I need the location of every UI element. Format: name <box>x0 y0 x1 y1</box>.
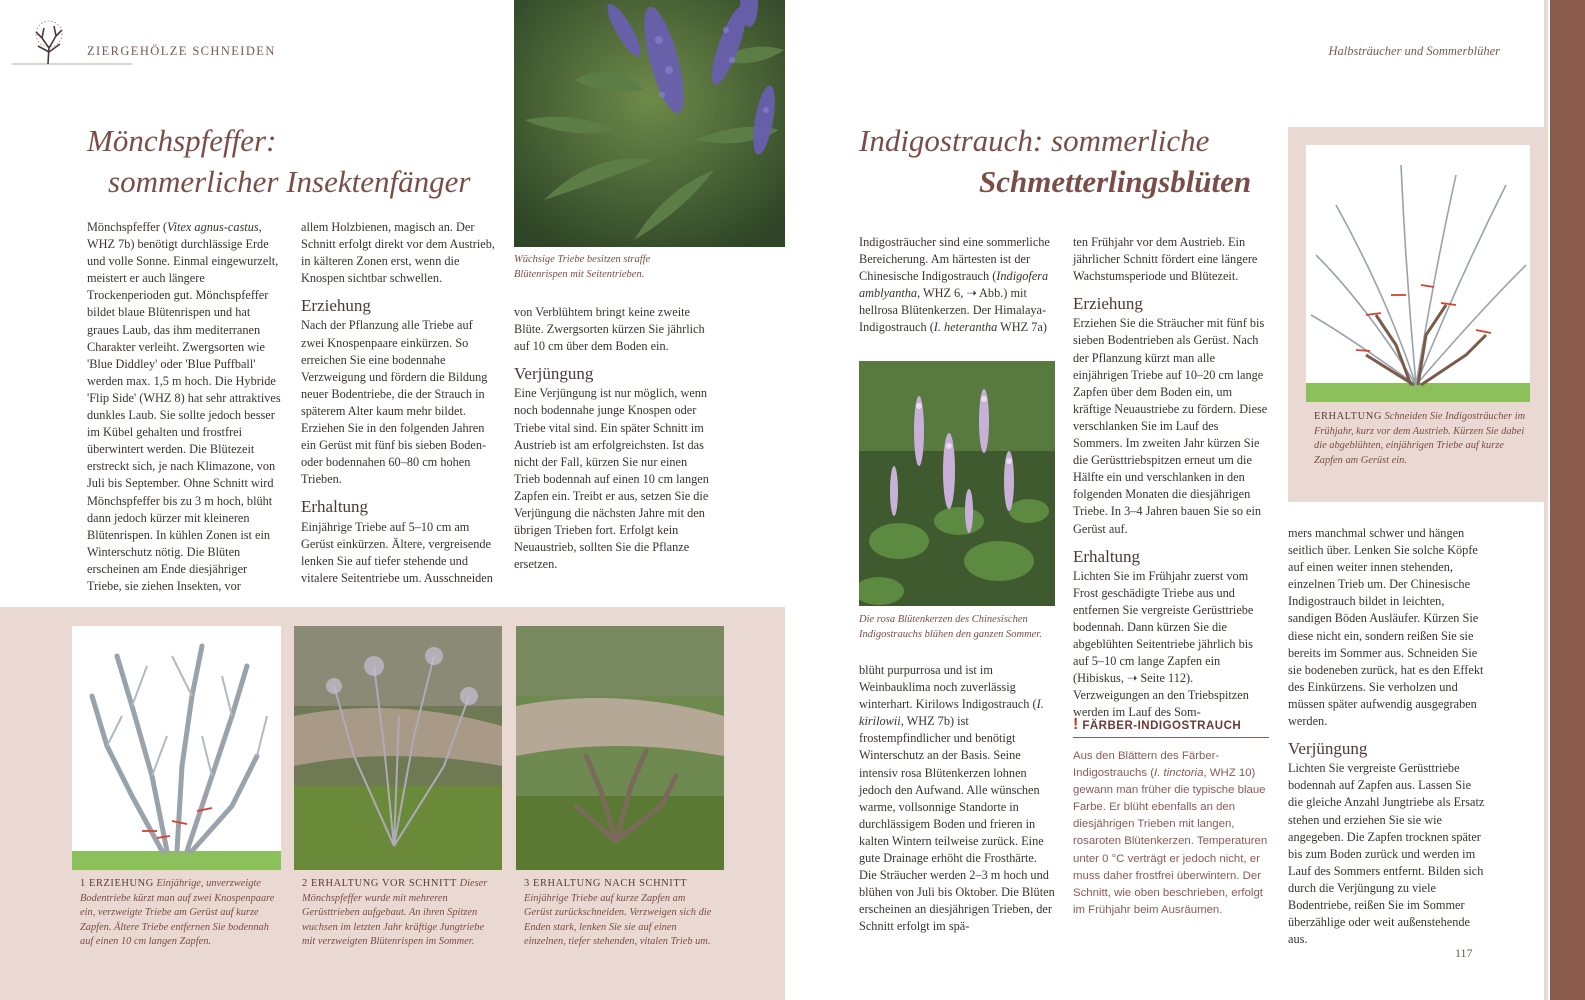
indigo-illustration <box>1306 145 1530 402</box>
left-erziehung-text: Nach der Pflanzung alle Triebe auf zwei Knospenpaare einkürzen. So erreichen Sie eine bodennahe Verzweigung und fördern die Bildung neuer Bodentriebe, die der Strauch in späterem Alter kaum mehr bildet. Erziehen Sie in den folgenden Jahren ein Gerüst mit fünf bis sieben Boden- oder bodennahen 60–80 cm hohen Trieben. <box>301 318 488 487</box>
book-spine <box>1544 0 1585 1000</box>
left-title-line2: sommerlicher Insektenfänger <box>108 164 471 199</box>
step1-illustration <box>72 626 281 870</box>
left-col3-intro: von Verblühtem bringt keine zweite Blüte. Zwergsorten kürzen Sie jährlich auf 10 cm über dem Boden ein. <box>514 305 705 354</box>
left-title-line1: Mönchspfeffer: <box>87 123 277 158</box>
running-head-right: Halbsträucher und Sommerblüher <box>1328 44 1500 58</box>
left-col2-intro: allem Holzbienen, magisch an. Der Schnitt erfolgt direkt vor dem Austrieb, in kälteren Zonen erst, wenn die Knospen sichtbar schwellen. <box>301 220 495 286</box>
indigofera-photo-caption: Die rosa Blütenkerzen des Chinesischen Indigostrauchs blühen den ganzen Sommer. <box>859 614 1042 640</box>
right-verjuengung-text: Lichten Sie vergreiste Gerüsttriebe bodennah auf Zapfen aus. Lassen Sie die gleiche Anzahl Jungtriebe als Ersatz stehen und erziehen Sie sie wie angegeben. Die Zapfen trocknen später bis zum Boden zurück und werden im Lauf des Sommers entfernt. Bilden sich durch die Verjüngung zu viele Bodentriebe, reißen Sie im Sommer überzählige oder weit außenstehende aus. <box>1288 761 1485 947</box>
step3-photo <box>516 626 724 870</box>
heading-erziehung-right: Erziehung <box>1073 294 1143 314</box>
page-number: 117 <box>1455 946 1473 960</box>
heading-erhaltung-left: Erhaltung <box>301 497 369 517</box>
indigofera-photo <box>859 361 1055 606</box>
heading-verjuengung-left: Verjüngung <box>514 364 594 384</box>
exclamation-icon: ! <box>1073 716 1079 733</box>
indigo-illustration-caption: ERHALTUNG Schneiden Sie Indigosträucher im Frühjahr, kurz vor dem Austrieb. Kürzen Sie dabei die abgeblühten, einjährigen Triebe auf kurze Zapfen am Gerüst ein. <box>1314 411 1526 466</box>
step2-photo <box>294 626 502 870</box>
vitex-photo <box>514 0 785 247</box>
tip-title: FÄRBER-INDIGOSTRAUCH <box>1082 720 1242 732</box>
right-title-line2: Schmetterlingsblüten <box>979 164 1252 199</box>
right-erhaltung-text: Lichten Sie im Frühjahr zuerst vom Frost geschädigte Triebe aus und entfernen Sie vergreiste Gerüsttriebe bodennah. Dann kürzen Sie die abgeblühten Seitentriebe jährlich bis auf 5–10 cm lange Zapfen ein (Hibiskus, ➝ Seite 112). Verzweigungen an den Triebspitzen werden im Lauf des Som- <box>1073 568 1254 720</box>
left-column-3 <box>514 304 714 573</box>
heading-erziehung-left: Erziehung <box>301 296 371 316</box>
tip-header <box>1073 716 1269 738</box>
left-erhaltung-text: Einjährige Triebe auf 5–10 cm am Gerüst einkürzen. Ältere, vergreisende lenken Sie auf tiefer stehende und vitalere Seitentriebe um. Ausschneiden <box>301 519 493 585</box>
right-erziehung-text: Erziehen Sie die Sträucher mit fünf bis sieben Bodentrieben als Gerüst. Nach der Pflanzung kürzt man alle einjährigen Triebe auf 10–20 cm lange Zapfen über dem Boden ein, um kräftige Neuaustriebe zu fördern. Diese verschlanken Sie im Lauf des Sommers. Im zweiten Jahr kürzen Sie die Gerüsttriebspitzen erneut um die Hälfte ein und verschlanken in den folgenden Monaten die diesjährigen Triebe. In 3–4 Jahren bauen Sie so ein Gerüst auf. <box>1073 316 1268 536</box>
right-col2-intro: ten Frühjahr vor dem Austrieb. Ein jährlicher Schnitt fördert eine längere Wachstumsperiode und Blütezeit. <box>1073 235 1258 284</box>
heading-verjuengung-right: Verjüngung <box>1288 739 1368 759</box>
right-column-2 <box>1073 234 1271 722</box>
vitex-photo-caption: Wüchsige Triebe besitzen straffe Blütenrispen mit Seitentrieben. <box>514 254 651 280</box>
step1-caption: 1 ERZIEHUNG Einjährige, unverzweigte Bodentriebe kürzt man auf zwei Knospenpaare ein, verzweigte Triebe am Gerüst auf kurze Zapfen. Ältere Triebe entfernen Sie bodennah auf einen 10 cm langen Zapfen. <box>80 878 275 948</box>
heading-erhaltung-right: Erhaltung <box>1073 546 1141 566</box>
tip-text: Aus den Blättern des Färber-Indigostrauchs (I. tinctoria, WHZ 10) gewann man früher die typische blaue Farbe. Er blüht ebenfalls an den diesjährigen Trieben mit langen, rosaroten Blütenkerzen. Temperaturen unter 0 °C verträgt er jedoch nicht, er muss daher frostfrei überwintern. Der Schnitt, wie oben beschrieben, erfolgt im Frühjahr beim Ausräumen. <box>1073 750 1268 916</box>
step2-caption: 2 ERHALTUNG VOR SCHNITT Dieser Mönchspfeffer wurde mit mehreren Gerüsttrieben aufgebaut. An ihren Spitzen wuchsen im letzten Jahr kräftige Jungtriebe mit verzweigten Blütenrispen im Sommer. <box>302 878 488 948</box>
right-column-1-bottom: blüht purpurrosa und ist im Weinbauklima noch zuverlässig winterhart. Kirilows Indigostrauch (I. kirilowii, WHZ 7b) ist frostempfindlicher und benötigt Winterschutz an der Basis. Seine intensiv rosa Blütenkerzen lohnen jedoch den Aufwand. Alle wünschen warme, vollsonnige Standorte in durchlässigem Boden und frieren in kalten Wintern teilweise zurück. Eine gute Drainage erhöht die Frosthärte. Die Sträucher werden 2–3 m hoch und blühen von Juli bis Oktober. Die Blüten erscheinen an diesjährigen Trieben, der Schnitt erfolgt im spä- <box>859 663 1055 934</box>
right-col3-intro: mers manchmal schwer und hängen seitlich über. Lenken Sie solche Köpfe auf einen weiter innen stehenden, einzelnen Trieb um. Der Chinesische Indigostrauch bildet in leichten, sandigen Böden Ausläufer. Kürzen Sie diese nicht ein, sondern reißen Sie sie bereits im Sommer aus. Schneiden Sie sie bodeneben zurück, hat es den Effekt des Einkürzens. Sie verholzen und müssen später aufwendig ausgegraben werden. <box>1288 526 1484 729</box>
left-verjuengung-text: Eine Verjüngung ist nur möglich, wenn noch bodennahe junge Knospen oder Triebe vital sind. Ein später Schnitt im Austrieb ist am erfolgreichsten. Ist das nicht der Fall, kürzen Sie nur einen Trieb bodennah auf einen 10 cm langen Zapfen ein. Treibt er aus, setzen Sie die Verjüngung die nächsten Jahre mit den übrigen Trieben fort. Erfolgt kein Neuaustrieb, sollten Sie die Pflanze ersetzen. <box>514 386 709 572</box>
running-head-left: ZIERGEHÖLZE SCHNEIDEN <box>87 44 276 58</box>
step3-caption: 3 ERHALTUNG NACH SCHNITT Einjährige Triebe auf kurze Zapfen am Gerüst zurückschneiden. Verzweigen sich die Enden stark, lenken Sie sie auf einen einzelnen, tiefer stehenden, vitalen Trieb um. <box>524 878 712 948</box>
right-column-1-top: Indigosträucher sind eine sommerliche Bereicherung. Am härtesten ist der Chinesische Indigostrauch (Indigofera amblyantha, WHZ 6, ➝ Abb.) mit hellrosa Blütenkerzen. Der Himalaya-Indigostrauch (I. heterantha WHZ 7a) <box>859 235 1050 335</box>
left-column-2 <box>301 219 497 587</box>
right-column-3 <box>1288 525 1488 948</box>
left-column-1: Mönchspfeffer (Vitex agnus-castus, WHZ 7b) benötigt durchlässige Erde und volle Sonne. Einmal eingewurzelt, meistert er auch längere Trockenperioden gut. Mönchspfeffer bildet blaue Blütenrispen und hat graues Laub, das ihm mediterranen Charakter verleiht. Zwergsorten wie 'Blue Diddley' oder 'Blue Puffball' werden max. 1,5 m hoch. Die Hybride 'Flip Side' (WHZ 8) hat sehr attraktives dunkles Laub. Sie sollte jedoch besser im Kübel gehalten und frostfrei überwintert werden. Die Blütezeit erstreckt sich, je nach Klimazone, von Juli bis September. Ohne Schnitt wird Mönchspfeffer bis zu 3 m hoch, blüht dann jedoch kürzer mit kleineren Blütenrispen. In kühlen Zonen ist ein Winterschutz nötig. Die Blüten erscheinen am Ende diesjähriger Triebe, sie ziehen Insekten, vor <box>87 220 281 593</box>
right-title-line1: Indigostrauch: sommerliche <box>859 123 1210 158</box>
